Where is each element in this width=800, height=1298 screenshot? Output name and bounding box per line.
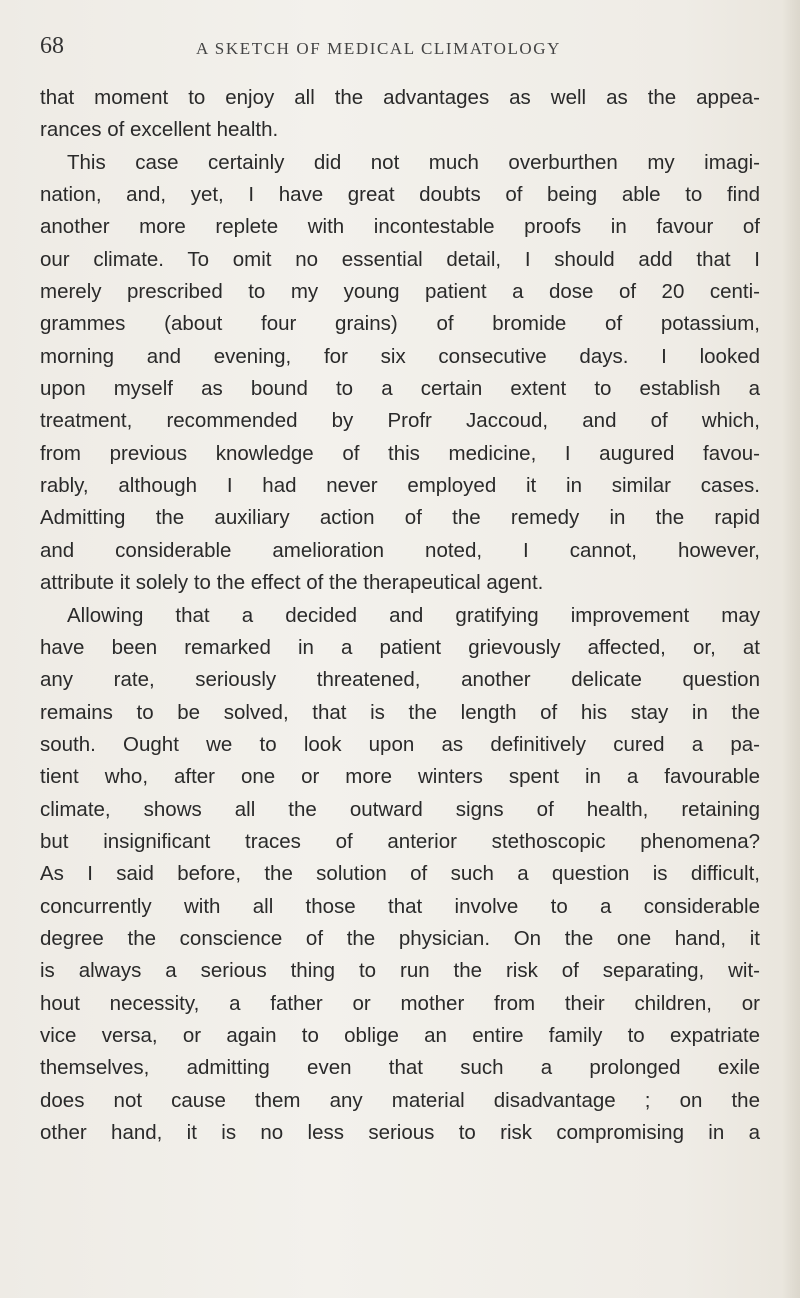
text-line: nation, and, yet, I have great doubts of being able to find	[40, 183, 760, 207]
text-line: any rate, seriously threatened, another delicate question	[40, 668, 760, 692]
text-line: other hand, it is no less serious to risk compromising in a	[40, 1121, 760, 1144]
text-line: south. Ought we to look upon as definitively cured a pa-	[40, 732, 760, 756]
text-line: This case certainly did not much overburthen my imagi-	[67, 150, 760, 174]
text-line: upon myself as bound to a certain extent to establish a	[40, 377, 760, 401]
text-line: merely prescribed to my young patient a dose of 20 centi-	[40, 280, 760, 304]
text-line: is always a serious thing to run the risk of separating, wit-	[40, 959, 760, 983]
text-line: hout necessity, a father or mother from their children, or	[40, 991, 760, 1015]
text-line: does not cause them any material disadvantage ; on the	[40, 1088, 760, 1112]
text-line: Admitting the auxiliary action of the remedy in the rapid	[40, 506, 760, 530]
text-line: have been remarked in a patient grievously affected, or, at	[40, 635, 760, 659]
text-line: rances of excellent health.	[40, 118, 279, 142]
text-line: vice versa, or again to oblige an entire family to expatriate	[40, 1023, 760, 1047]
page-edge-shadow	[782, 0, 800, 1298]
text-line: tient who, after one or more winters spent in a favourable	[40, 765, 760, 789]
text-line: and considerable amelioration noted, I cannot, however,	[40, 538, 760, 562]
running-head: A SKETCH OF MEDICAL CLIMATOLOGY	[196, 39, 562, 58]
text-line: but insignificant traces of anterior stethoscopic phenomena?	[40, 829, 760, 853]
body-text	[40, 82, 760, 1149]
text-line: As I said before, the solution of such a question is difficult,	[40, 862, 760, 886]
text-line: that moment to enjoy all the advantages as well as the appea-	[40, 86, 760, 109]
page-number: 68	[40, 33, 64, 59]
text-line: concurrently with all those that involve to a considerable	[40, 894, 760, 918]
text-line: climate, shows all the outward signs of health, retaining	[40, 797, 760, 821]
text-line: morning and evening, for six consecutive days. I looked	[40, 344, 760, 368]
text-line: Allowing that a decided and gratifying improvement may	[67, 603, 760, 627]
text-line: degree the conscience of the physician. On the one hand, it	[40, 926, 760, 950]
text-line: treatment, recommended by Profr Jaccoud, and of which,	[40, 409, 760, 433]
text-line: from previous knowledge of this medicine, I augured favou-	[40, 441, 760, 465]
text-line: rably, although I had never employed it in similar cases.	[40, 474, 760, 498]
text-line: our climate. To omit no essential detail, I should add that I	[40, 247, 760, 271]
page-header	[40, 30, 760, 62]
text-line: grammes (about four grains) of bromide of potassium,	[40, 312, 760, 336]
text-line: themselves, admitting even that such a prolonged exile	[40, 1056, 760, 1080]
text-line: another more replete with incontestable proofs in favour of	[40, 215, 760, 239]
text-line: attribute it solely to the effect of the therapeutical agent.	[40, 571, 544, 595]
text-line: remains to be solved, that is the length of his stay in the	[40, 700, 760, 724]
